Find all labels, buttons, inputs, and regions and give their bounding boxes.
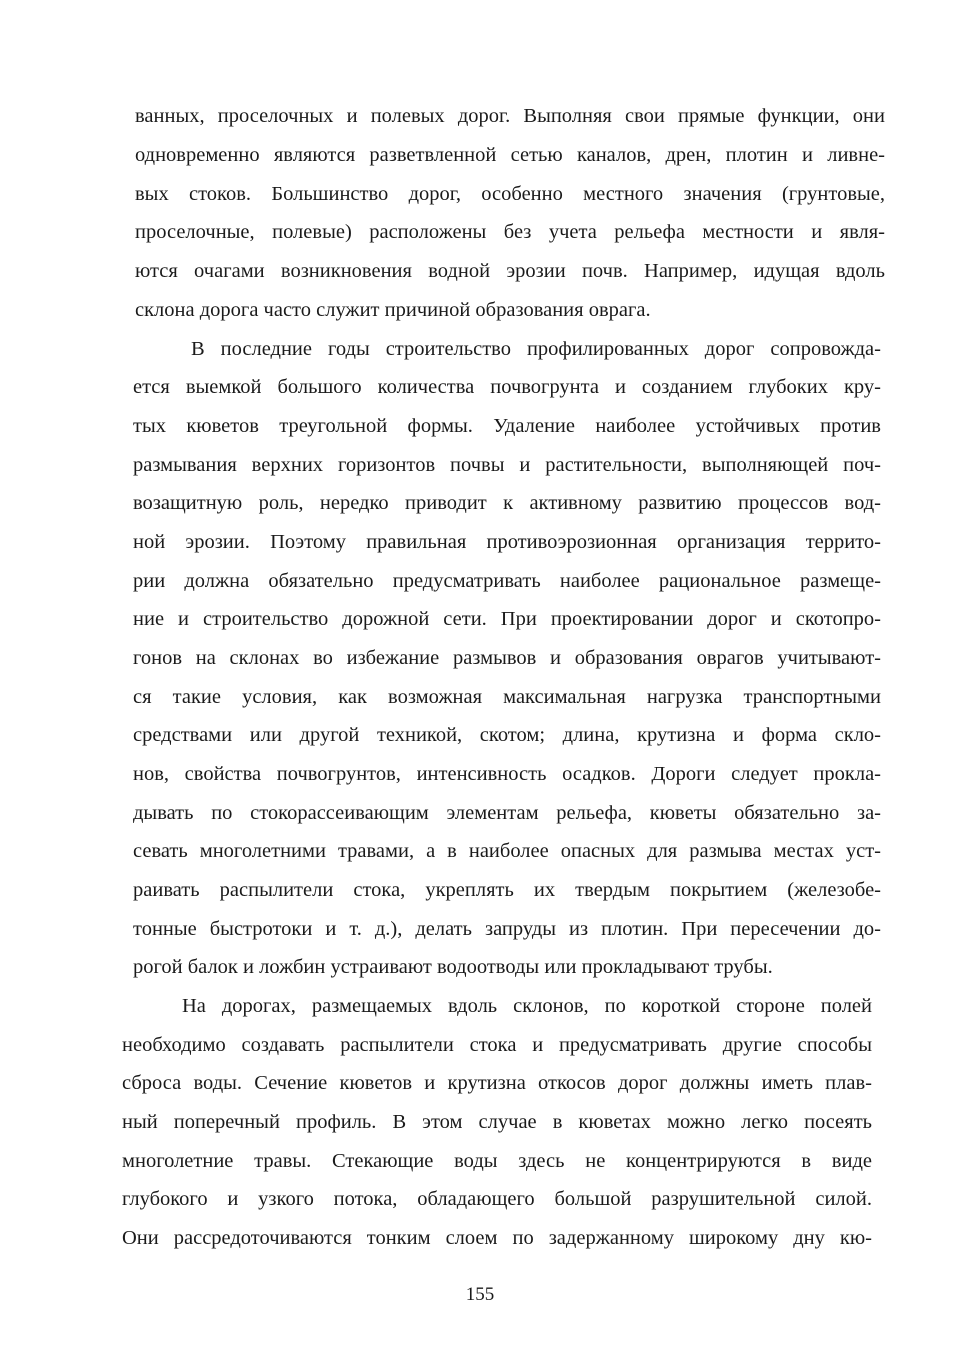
text-line: проселочные, полевые) расположены без учета рельефа местности и явля-	[135, 221, 885, 243]
text-line: ный поперечный профиль. В этом случае в кюветах можно легко посеять	[122, 1111, 872, 1133]
text-line: тых кюветов треугольной формы. Удаление наиболее устойчивых против	[133, 415, 881, 437]
text-line: глубокого и узкого потока, обладающего большой разрушительной силой.	[122, 1188, 872, 1210]
text-line: одновременно являются разветвленной сетью каналов, дрен, плотин и ливне-	[135, 144, 885, 166]
text-line: ся такие условия, как возможная максимальная нагрузка транспортными	[133, 686, 881, 708]
text-line: возащитную роль, нередко приводит к активному развитию процессов вод-	[133, 492, 881, 514]
text-line: рии должна обязательно предусматривать наиболее рациональное размеще-	[133, 570, 881, 592]
text-line: вых стоков. Большинство дорог, особенно местного значения (грунтовые,	[135, 183, 885, 205]
text-line: На дорогах, размещаемых вдоль склонов, по короткой стороне полей	[182, 995, 872, 1017]
text-line: севать многолетними травами, а в наиболее опасных для размыва местах уст-	[133, 840, 881, 862]
text-line: Они рассредоточиваются тонким слоем по задержанному широкому дну кю-	[122, 1227, 872, 1249]
text-line: раивать распылители стока, укреплять их твердым покрытием (железобе-	[133, 879, 881, 901]
text-line: рогой балок и ложбин устраивают водоотводы или прокладывают трубы.	[133, 956, 773, 978]
text-line: средствами или другой техникой, скотом; длина, крутизна и форма скло-	[133, 724, 881, 746]
text-line: необходимо создавать распылители стока и предусматривать другие способы	[122, 1034, 872, 1056]
text-line: тонные быстротоки и т. д.), делать запруды из плотин. При пересечении до-	[133, 918, 881, 940]
text-line: гонов на склонах во избежание размывов и образования оврагов учитывают-	[133, 647, 881, 669]
text-line: ной эрозии. Поэтому правильная противоэрозионная организация террито-	[133, 531, 881, 553]
text-line: склона дорога часто служит причиной образования оврага.	[135, 299, 651, 321]
page-number: 155	[465, 1284, 495, 1305]
text-line: В последние годы строительство профилированных дорог сопровожда-	[191, 338, 881, 360]
text-line: ванных, проселочных и полевых дорог. Выполняя свои прямые функции, они	[135, 105, 885, 127]
text-line: сброса воды. Сечение кюветов и крутизна откосов дорог должны иметь плав-	[122, 1072, 872, 1094]
text-line: многолетние травы. Стекающие воды здесь не концентрируются в виде	[122, 1150, 872, 1172]
text-line: ются очагами возникновения водной эрозии почв. Например, идущая вдоль	[135, 260, 885, 282]
text-line: дывать по стокорассеивающим элементам рельефа, кюветы обязательно за-	[133, 802, 881, 824]
text-line: нов, свойства почвогрунтов, интенсивность осадков. Дороги следует прокла-	[133, 763, 881, 785]
text-line: размывания верхних горизонтов почвы и растительности, выполняющей поч-	[133, 454, 881, 476]
text-line: ется выемкой большого количества почвогрунта и созданием глубоких кру-	[133, 376, 881, 398]
text-line: ние и строительство дорожной сети. При проектировании дорог и скотопро-	[133, 608, 881, 630]
